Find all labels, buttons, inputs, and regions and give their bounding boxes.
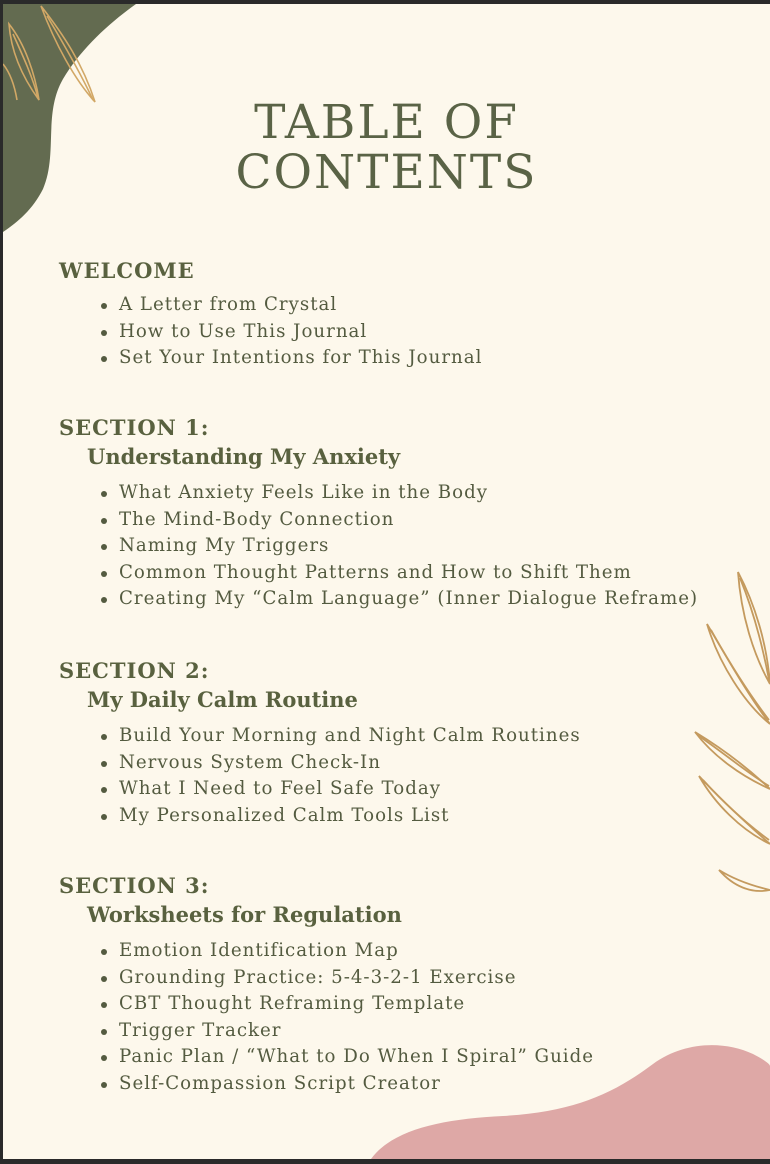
- section-heading: SECTION 2:: [59, 658, 210, 683]
- list-item: Naming My Triggers: [99, 533, 698, 560]
- section-heading: SECTION 3:: [59, 873, 210, 898]
- list-item: Panic Plan / “What to Do When I Spiral” Guide: [99, 1044, 594, 1071]
- section-heading: SECTION 1:: [59, 415, 210, 440]
- section-item-list: [59, 292, 482, 372]
- list-item: My Personalized Calm Tools List: [99, 803, 581, 830]
- title-line-1: TABLE OF: [254, 95, 519, 150]
- section-item-list: [59, 938, 594, 1097]
- section-1: [59, 414, 698, 613]
- section-item-list: [59, 723, 581, 829]
- list-item: What I Need to Feel Safe Today: [99, 776, 581, 803]
- document-page: [3, 4, 770, 1159]
- list-item: Build Your Morning and Night Calm Routines: [99, 723, 581, 750]
- list-item: CBT Thought Reframing Template: [99, 991, 594, 1018]
- section-3: [59, 872, 594, 1097]
- list-item: Common Thought Patterns and How to Shift Them: [99, 560, 698, 587]
- section-subtitle: My Daily Calm Routine: [87, 687, 358, 712]
- list-item: Set Your Intentions for This Journal: [99, 345, 482, 372]
- list-item: A Letter from Crystal: [99, 292, 482, 319]
- section-heading: WELCOME: [59, 258, 195, 283]
- list-item: What Anxiety Feels Like in the Body: [99, 480, 698, 507]
- section-item-list: [59, 480, 698, 613]
- list-item: Creating My “Calm Language” (Inner Dialogue Reframe): [99, 586, 698, 613]
- section-subtitle: Worksheets for Regulation: [87, 902, 402, 927]
- list-item: Trigger Tracker: [99, 1018, 594, 1045]
- gold-leaves-decoration: [693, 564, 770, 904]
- section-welcome: [59, 257, 482, 372]
- section-2: [59, 657, 581, 829]
- title-line-2: CONTENTS: [235, 145, 538, 200]
- page-title: [3, 95, 770, 200]
- list-item: The Mind-Body Connection: [99, 507, 698, 534]
- section-subtitle: Understanding My Anxiety: [87, 444, 401, 469]
- list-item: How to Use This Journal: [99, 319, 482, 346]
- list-item: Nervous System Check-In: [99, 750, 581, 777]
- list-item: Self-Compassion Script Creator: [99, 1071, 594, 1098]
- list-item: Grounding Practice: 5-4-3-2-1 Exercise: [99, 965, 594, 992]
- list-item: Emotion Identification Map: [99, 938, 594, 965]
